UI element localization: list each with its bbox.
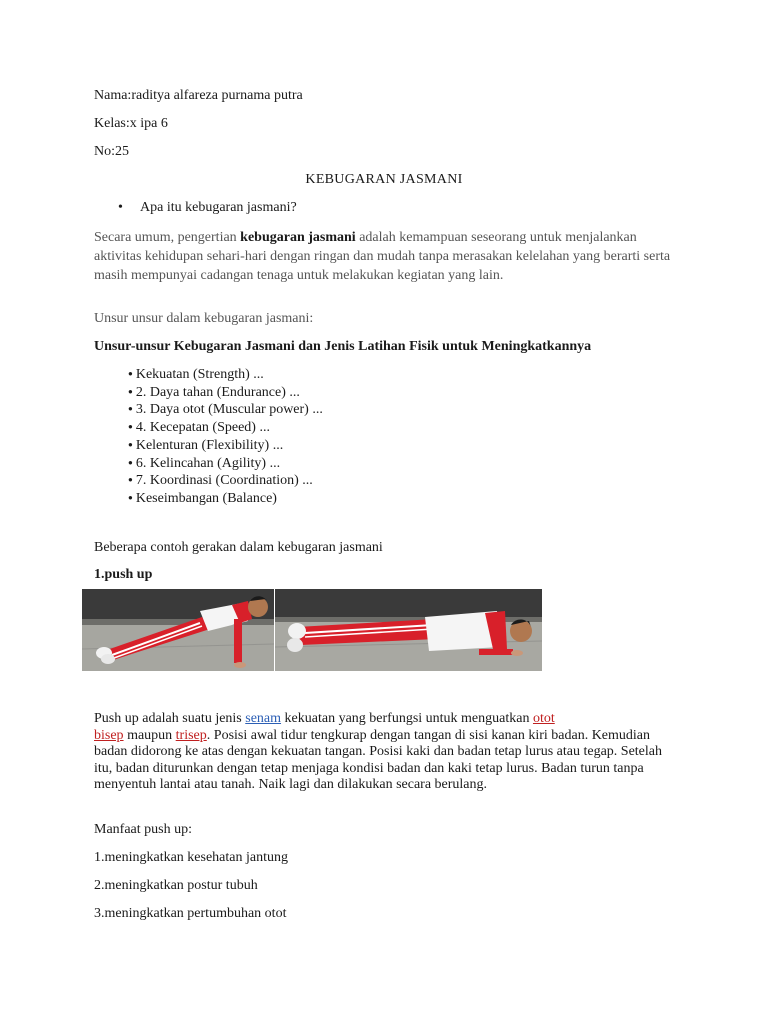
link-senam[interactable]: senam bbox=[245, 711, 282, 726]
question-text: Apa itu kebugaran jasmani? bbox=[140, 200, 297, 215]
student-number: No:25 bbox=[94, 144, 129, 159]
question-bullet bbox=[118, 200, 297, 216]
contoh-intro: Beberapa contoh gerakan dalam kebugaran jasmani bbox=[94, 540, 383, 555]
document-title: KEBUGARAN JASMANI bbox=[305, 172, 463, 187]
list-item: ● 4. Kecepatan (Speed) ... bbox=[128, 419, 323, 437]
list-item: ● Kekuatan (Strength) ... bbox=[128, 366, 323, 384]
definition-paragraph bbox=[94, 228, 674, 285]
manfaat-item-2: 2.meningkatkan postur tubuh bbox=[94, 878, 258, 893]
list-item: ● Keseimbangan (Balance) bbox=[128, 490, 323, 508]
manfaat-intro: Manfaat push up: bbox=[94, 822, 192, 837]
list-item: ● 6. Kelincahan (Agility) ... bbox=[128, 455, 323, 473]
student-class: Kelas:x ipa 6 bbox=[94, 116, 168, 131]
list-item: ● Kelenturan (Flexibility) ... bbox=[128, 437, 323, 455]
unsur-list bbox=[128, 366, 323, 508]
pushup-photo-up bbox=[82, 589, 274, 671]
pushup-heading: 1.push up bbox=[94, 567, 153, 582]
student-name: Nama:raditya alfareza purnama putra bbox=[94, 88, 303, 103]
definition-text-end: adalah kemampuan seseorang untuk menjalankan aktivitas kehidupan sehari-hari dengan ringan dan mudah tanpa merasakan kelelahan yang berarti serta masih mempunyai cadangan tenaga untuk melakukan kegiatan yang lain. bbox=[94, 230, 671, 283]
desc-text: kekuatan yang berfungsi untuk menguatkan bbox=[281, 711, 533, 726]
list-item: ● 3. Daya otot (Muscular power) ... bbox=[128, 401, 323, 419]
pushup-description bbox=[94, 711, 674, 794]
definition-term: kebugaran jasmani bbox=[240, 230, 356, 245]
unsur-heading: Unsur-unsur Kebugaran Jasmani dan Jenis Latihan Fisik untuk Meningkatkannya bbox=[94, 339, 592, 354]
list-item: ● 7. Koordinasi (Coordination) ... bbox=[128, 472, 323, 490]
link-otot[interactable]: otot bbox=[532, 711, 555, 726]
desc-text: Push up adalah suatu jenis bbox=[94, 711, 246, 726]
desc-text: . Posisi awal tidur tengkurap dengan tangan di sisi kanan kiri badan. Kemudian badan didorong ke atas dengan kekuatan tangan. Posisi kaki dan badan tetap lurus atau tegap. Setelah itu, badan diturunkan dengan tetap menjaga kondisi badan dan kaki tetap lurus. Badan turun tanpa menyentuh lantai atau tanah. Naik lagi dan dilakukan secara berulang. bbox=[94, 727, 662, 792]
pushup-photo-down bbox=[275, 589, 542, 671]
list-item: ● 2. Daya tahan (Endurance) ... bbox=[128, 384, 323, 402]
link-trisep[interactable]: trisep bbox=[175, 727, 207, 743]
link-bisep[interactable]: bisep bbox=[94, 727, 124, 743]
manfaat-item-3: 3.meningkatkan pertumbuhan otot bbox=[94, 906, 287, 921]
definition-text-start: Secara umum, pengertian bbox=[94, 230, 241, 245]
bullet-icon: • bbox=[118, 200, 123, 215]
unsur-intro: Unsur unsur dalam kebugaran jasmani: bbox=[94, 311, 314, 326]
manfaat-item-1: 1.meningkatkan kesehatan jantung bbox=[94, 850, 288, 865]
desc-text: maupun bbox=[123, 727, 176, 743]
